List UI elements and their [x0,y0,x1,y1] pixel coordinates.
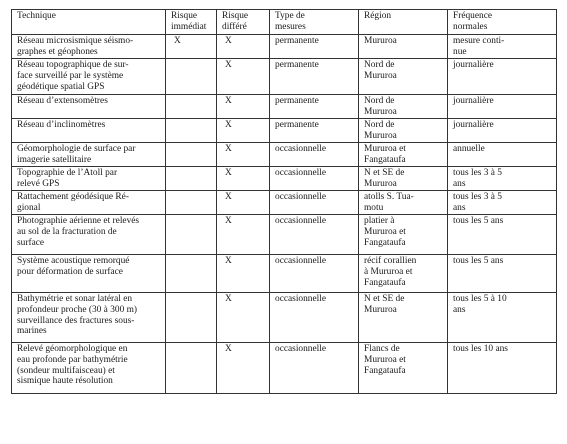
cell-risque-differe: X [217,143,270,167]
cell-risque-differe: X [217,343,270,394]
table-row [12,293,557,343]
cell-risque-differe: X [217,167,270,191]
table-body [12,35,557,394]
table-header [12,10,557,35]
cell-technique: Système acoustique remorqué pour déformation de surface [12,255,166,293]
cell-risque-immediat [166,119,217,143]
header-frequence: Fréquence normales [448,10,557,35]
cell-type-mesures: occasionnelle [270,343,359,394]
cell-frequence: journalière [448,95,557,119]
cell-frequence: tous les 5 à 10 ans [448,293,557,343]
cell-technique: Topographie de l’Atoll par relevé GPS [12,167,166,191]
cell-risque-immediat [166,343,217,394]
cell-technique: Réseau microsismique séismo- graphes et géophones [12,35,166,59]
cell-technique: Réseau d’inclinomètres [12,119,166,143]
cell-region: récif corallien à Mururoa et Fangataufa [359,255,448,293]
cell-frequence: tous les 3 à 5 ans [448,191,557,215]
cell-frequence: tous les 5 ans [448,255,557,293]
cell-type-mesures: permanente [270,59,359,95]
cell-region: N et SE de Mururoa [359,293,448,343]
cell-risque-immediat [166,143,217,167]
cell-risque-differe: X [217,255,270,293]
cell-frequence: journalière [448,59,557,95]
cell-risque-differe: X [217,293,270,343]
cell-frequence: tous les 5 ans [448,215,557,255]
cell-risque-differe: X [217,119,270,143]
cell-type-mesures: occasionnelle [270,143,359,167]
cell-type-mesures: permanente [270,95,359,119]
header-row [12,10,557,35]
cell-risque-immediat [166,191,217,215]
cell-risque-immediat [166,255,217,293]
header-risque-differe: Risque différé [217,10,270,35]
cell-region: Flancs de Mururoa et Fangataufa [359,343,448,394]
cell-region: Mururoa [359,35,448,59]
table-row [12,35,557,59]
cell-risque-immediat: X [166,35,217,59]
header-technique: Technique [12,10,166,35]
cell-frequence: annuelle [448,143,557,167]
cell-region: Mururoa et Fangataufa [359,143,448,167]
header-type-mesures: Type de mesures [270,10,359,35]
cell-type-mesures: occasionnelle [270,215,359,255]
cell-frequence: mesure conti- nue [448,35,557,59]
cell-type-mesures: occasionnelle [270,293,359,343]
surveillance-table [11,9,557,394]
cell-risque-immediat [166,59,217,95]
cell-risque-differe: X [217,59,270,95]
cell-technique: Bathymétrie et sonar latéral en profondeur proche (30 à 300 m) surveillance des fractures sous- marines [12,293,166,343]
cell-frequence: tous les 10 ans [448,343,557,394]
cell-risque-immediat [166,167,217,191]
cell-type-mesures: occasionnelle [270,255,359,293]
table-row [12,191,557,215]
table-row [12,167,557,191]
cell-technique: Réseau topographique de sur- face surveillé par le système géodétique spatial GPS [12,59,166,95]
cell-risque-differe: X [217,191,270,215]
table-row [12,255,557,293]
cell-region: Nord de Mururoa [359,95,448,119]
cell-technique: Photographie aérienne et relevés au sol de la fracturation de surface [12,215,166,255]
cell-risque-differe: X [217,215,270,255]
cell-risque-immediat [166,95,217,119]
header-risque-immediat: Risque immédiat [166,10,217,35]
cell-risque-immediat [166,215,217,255]
header-region: Région [359,10,448,35]
cell-region: N et SE de Mururoa [359,167,448,191]
cell-type-mesures: permanente [270,35,359,59]
cell-technique: Rattachement géodésique Ré- gional [12,191,166,215]
table-row [12,143,557,167]
table-row [12,343,557,394]
cell-region: Nord de Mururoa [359,59,448,95]
cell-region: Nord de Mururoa [359,119,448,143]
cell-frequence: journalière [448,119,557,143]
cell-type-mesures: permanente [270,119,359,143]
cell-technique: Réseau d’extensomètres [12,95,166,119]
cell-technique: Relevé géomorphologique en eau profonde par bathymétrie (sondeur multifaisceau) et sismique haute résolution [12,343,166,394]
table-row [12,119,557,143]
cell-type-mesures: occasionnelle [270,167,359,191]
cell-region: platier à Mururoa et Fangataufa [359,215,448,255]
cell-risque-differe: X [217,35,270,59]
table-row [12,59,557,95]
cell-frequence: tous les 3 à 5 ans [448,167,557,191]
table-row [12,215,557,255]
cell-type-mesures: occasionnelle [270,191,359,215]
table-row [12,95,557,119]
cell-risque-differe: X [217,95,270,119]
cell-risque-immediat [166,293,217,343]
cell-technique: Géomorphologie de surface par imagerie satellitaire [12,143,166,167]
cell-region: atolls S. Tua- motu [359,191,448,215]
